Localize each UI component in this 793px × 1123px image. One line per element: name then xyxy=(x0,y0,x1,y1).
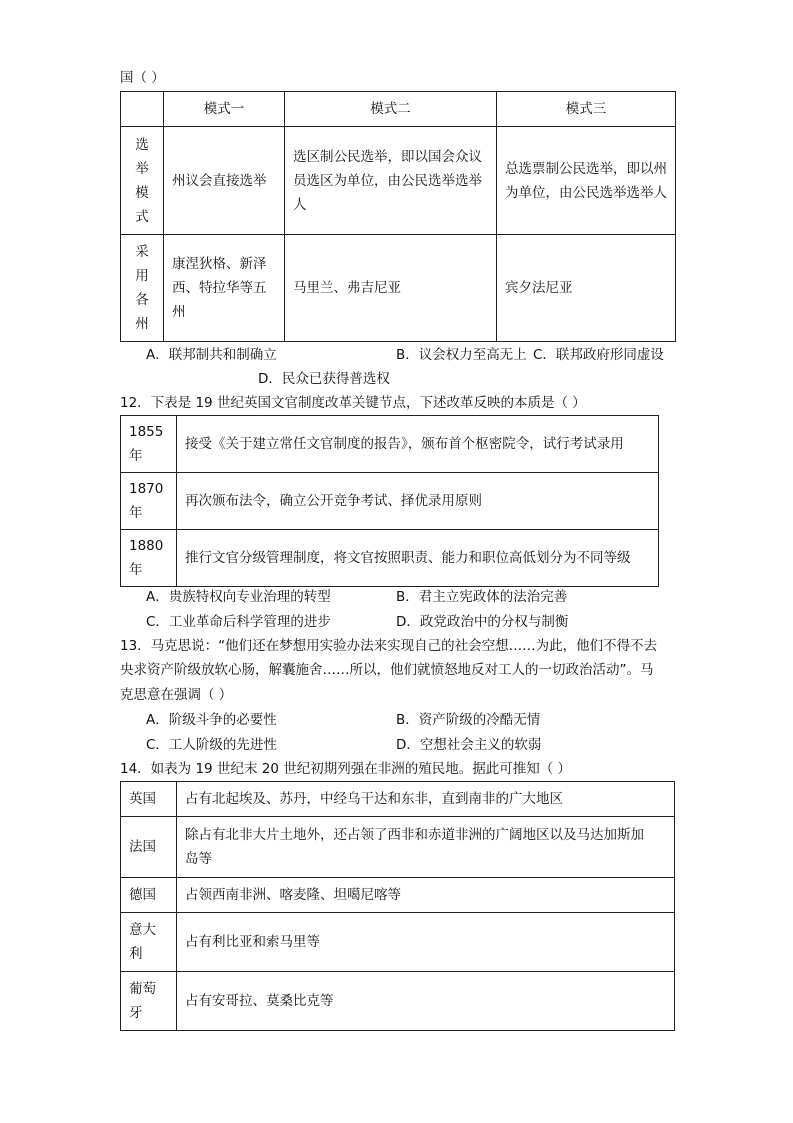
q11-cell: 康涅狄格、新泽西、特拉华等五州 xyxy=(164,235,285,342)
q14-row xyxy=(121,817,675,878)
q13-stem-line-2: 央求资产阶级放软心肠，解囊施舍……所以，他们就愤怒地反对工人的一切政治活动”。马 xyxy=(120,662,654,678)
q12-row xyxy=(121,416,659,473)
q11-cell: 宾夕法尼亚 xyxy=(497,235,676,342)
q14-row xyxy=(121,972,675,1031)
q11-header-empty xyxy=(121,92,164,127)
q11-option-b: B．议会权力至高无上 xyxy=(396,347,527,363)
q14-row xyxy=(121,913,675,972)
q12-year: 1855 年 xyxy=(121,416,177,473)
q12-text: 推行文官分级管理制度，将文官按照职责、能力和职位高低划分为不同等级 xyxy=(177,530,659,587)
q12-table xyxy=(120,415,659,587)
q12-option-a: A．贵族特权向专业治理的转型 xyxy=(146,589,331,605)
q14-stem: 14．如表为 19 世纪末 20 世纪初期列强在非洲的殖民地。据此可推知（ ） xyxy=(120,761,571,777)
q12-year: 1870 年 xyxy=(121,473,177,530)
q11-header-row xyxy=(121,92,676,127)
q11-header-mode3: 模式三 xyxy=(497,92,676,127)
q13-option-b: B．资产阶级的冷酷无情 xyxy=(396,712,541,728)
q11-table xyxy=(120,91,676,342)
q14-text: 占有北起埃及、苏丹，中经乌干达和东非，直到南非的广大地区 xyxy=(177,782,675,817)
q12-row xyxy=(121,530,659,587)
q11-row-label: 采 用 各 州 xyxy=(121,235,164,342)
q14-text: 占有利比亚和索马里等 xyxy=(177,913,675,972)
q11-row-states xyxy=(121,235,676,342)
q11-row-election-mode xyxy=(121,127,676,235)
q11-cell: 选区制公民选举，即以国会众议员选区为单位，由公民选举选举人 xyxy=(285,127,497,235)
q12-option-d: D．政党政治中的分权与制衡 xyxy=(396,614,569,630)
q11-header-mode2: 模式二 xyxy=(285,92,497,127)
q14-country: 英国 xyxy=(121,782,177,817)
q14-country: 意大 利 xyxy=(121,913,177,972)
q14-row xyxy=(121,878,675,913)
q11-cell: 州议会直接选举 xyxy=(164,127,285,235)
q13-stem-line-1: 13．马克思说：“他们还在梦想用实验办法来实现自己的社会空想……为此，他们不得不去 xyxy=(120,638,658,654)
q13-option-c: C．工人阶级的先进性 xyxy=(146,737,277,753)
q11-option-c: C．联邦政府形同虚设 xyxy=(533,347,664,363)
q11-cell: 总选票制公民选举，即以州为单位，由公民选举选举人 xyxy=(497,127,676,235)
q12-stem: 12．下表是 19 世纪英国文官制度改革关键节点，下述改革反映的本质是（ ） xyxy=(120,395,586,411)
q13-option-a: A．阶级斗争的必要性 xyxy=(146,712,277,728)
q14-text: 占有安哥拉、莫桑比克等 xyxy=(177,972,675,1031)
q11-option-d: D．民众已获得普选权 xyxy=(258,371,390,387)
q11-option-a: A．联邦制共和制确立 xyxy=(146,347,277,363)
q11-header-mode1: 模式一 xyxy=(164,92,285,127)
q12-year: 1880 年 xyxy=(121,530,177,587)
q13-option-d: D．空想社会主义的软弱 xyxy=(396,737,542,753)
q14-country: 葡萄 牙 xyxy=(121,972,177,1031)
q13-stem-line-3: 克思意在强调（ ） xyxy=(120,687,233,703)
q14-row xyxy=(121,782,675,817)
q14-country: 法国 xyxy=(121,817,177,878)
q11-cell: 马里兰、弗吉尼亚 xyxy=(285,235,497,342)
q14-country: 德国 xyxy=(121,878,177,913)
q14-text: 占领西南非洲、喀麦隆、坦噶尼喀等 xyxy=(177,878,675,913)
q14-text: 除占有北非大片土地外，还占领了西非和赤道非洲的广阔地区以及马达加斯加 岛等 xyxy=(177,817,675,878)
q12-option-c: C．工业革命后科学管理的进步 xyxy=(146,614,331,630)
q12-row xyxy=(121,473,659,530)
q14-table xyxy=(120,781,675,1031)
q11-row-label: 选 举 模 式 xyxy=(121,127,164,235)
q12-text: 接受《关于建立常任文官制度的报告》，颁布首个枢密院令，试行考试录用 xyxy=(177,416,659,473)
q11-stem-tail: 国（ ） xyxy=(120,70,165,86)
q12-text: 再次颁布法令，确立公开竞争考试、择优录用原则 xyxy=(177,473,659,530)
q12-option-b: B．君主立宪政体的法治完善 xyxy=(396,589,568,605)
